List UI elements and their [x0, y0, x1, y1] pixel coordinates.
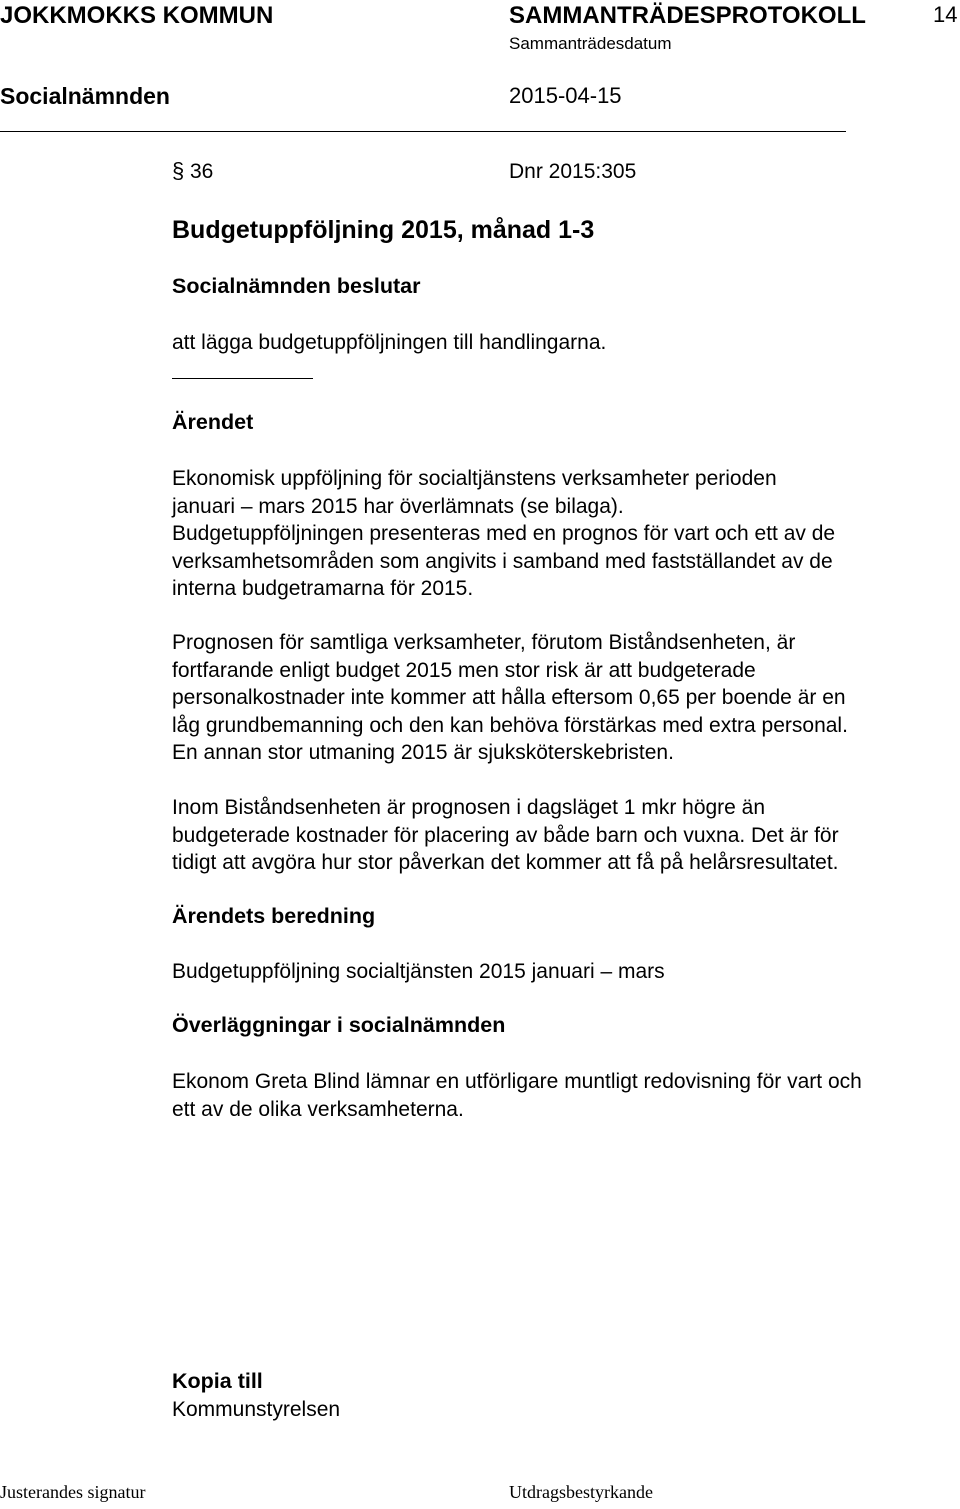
text-line: fortfarande enligt budget 2015 men stor risk är att budgeterade	[172, 658, 756, 682]
kopia-recipient: Kommunstyrelsen	[172, 1398, 341, 1421]
text-line: ett av de olika verksamheterna.	[172, 1097, 464, 1121]
text-line: januari – mars 2015 har överlämnats (se bilaga).	[172, 494, 624, 518]
arendet-paragraph-1	[172, 465, 960, 603]
organization-name: JOKKMOKKS KOMMUN	[0, 2, 274, 29]
page-number: 14	[933, 2, 958, 27]
meeting-date: 2015-04-15	[509, 83, 622, 108]
decision-text: att lägga budgetuppföljningen till handlingarna.	[172, 331, 607, 354]
section-symbol: §	[172, 158, 185, 183]
kopia-heading: Kopia till	[172, 1369, 263, 1393]
document-type: SAMMANTRÄDESPROTOKOLL	[509, 2, 866, 29]
decision-heading: Socialnämnden beslutar	[172, 274, 421, 298]
beredning-heading: Ärendets beredning	[172, 904, 376, 928]
decision-divider	[172, 378, 313, 379]
text-line: tidigt att avgöra hur stor påverkan det kommer att få på helårsresultatet.	[172, 851, 839, 874]
beredning-text: Budgetuppföljning socialtjänsten 2015 januari – mars	[172, 960, 665, 983]
text-line: Prognosen för samtliga verksamheter, förutom Biståndsenheten, är	[172, 631, 796, 654]
footer-signature-label: Justerandes signatur	[0, 1482, 146, 1502]
arendet-paragraph-3	[172, 794, 960, 877]
date-label: Sammanträdesdatum	[509, 34, 672, 53]
arendet-heading: Ärendet	[172, 410, 254, 434]
text-line: Budgetuppföljningen presenteras med en prognos för vart och ett av de	[172, 522, 836, 545]
text-line: låg grundbemanning och den kan behöva förstärkas med extra personal.	[172, 713, 848, 737]
text-line: En annan stor utmaning 2015 är sjuksköterskebristen.	[172, 741, 674, 764]
text-line: verksamhetsområden som angivits i samband med fastställandet av de	[172, 549, 833, 573]
item-number: 36	[190, 160, 214, 183]
overlaggningar-heading: Överläggningar i socialnämnden	[172, 1013, 506, 1037]
header-divider	[0, 131, 846, 132]
diary-number: Dnr 2015:305	[509, 160, 637, 183]
committee-name: Socialnämnden	[0, 83, 170, 109]
text-line: Ekonomisk uppföljning för socialtjänstens verksamheter perioden	[172, 467, 777, 490]
text-line: personalkostnader inte kommer att hålla eftersom 0,65 per boende är en	[172, 686, 846, 709]
text-line: Ekonom Greta Blind lämnar en utförligare muntligt redovisning för vart och	[172, 1070, 862, 1093]
text-line: budgeterade kostnader för placering av både barn och vuxna. Det är för	[172, 823, 839, 847]
paragraph-icon	[172, 158, 184, 184]
footer-certification-label: Utdragsbestyrkande	[509, 1482, 653, 1502]
text-line: interna budgetramarna för 2015.	[172, 577, 474, 600]
overlaggningar-paragraph	[172, 1068, 960, 1123]
text-line: Inom Biståndsenheten är prognosen i dagsläget 1 mkr högre än	[172, 796, 766, 819]
arendet-paragraph-2	[172, 629, 960, 767]
item-title: Budgetuppföljning 2015, månad 1-3	[172, 216, 595, 244]
